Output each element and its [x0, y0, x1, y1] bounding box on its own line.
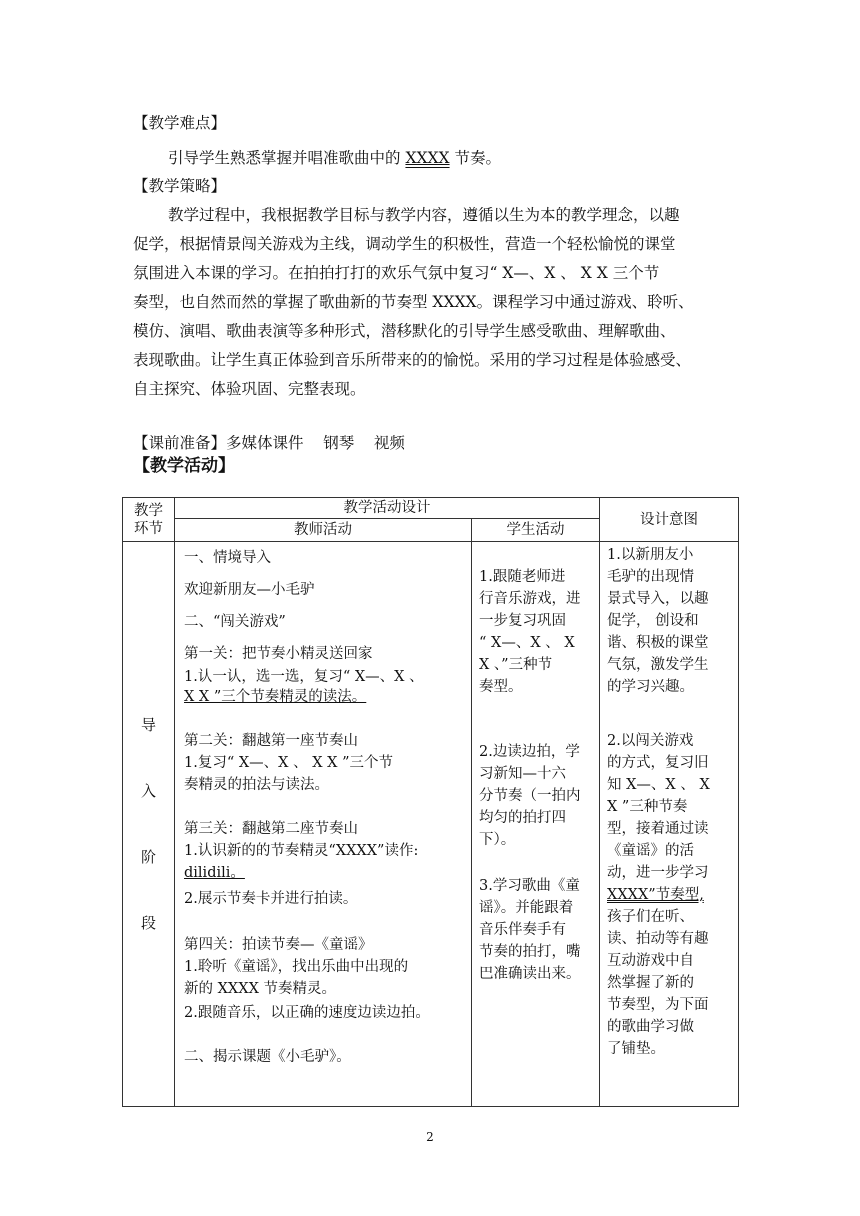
teacher-line: 2.跟随音乐，以正确的速度边读边拍。	[184, 1005, 430, 1021]
student-line: X 、”三种节	[479, 657, 553, 673]
student-line: 均匀的拍打四	[479, 810, 566, 826]
intent-line: 然掌握了新的	[607, 975, 694, 991]
student-line: 1.跟随老师进	[479, 569, 566, 585]
header-intent: 设计意图	[600, 498, 739, 542]
student-line: 谣》。并能跟着	[479, 900, 574, 916]
intent-line: XXXX”节奏型,	[607, 887, 704, 903]
intent-line: 1.以新朋友小	[607, 547, 694, 563]
strategy-line: 自主探究、体验巩固、完整表现。	[133, 380, 366, 398]
intent-line: X ”三种节奏	[607, 799, 688, 815]
stage-cell	[123, 542, 175, 1107]
stage-char: 段	[140, 914, 156, 932]
intent-line: 的学习兴趣。	[607, 679, 694, 695]
strategy-paragraph	[133, 201, 733, 404]
header-stage-line: 教学	[134, 502, 163, 519]
student-line: 3.学习歌曲《童	[479, 878, 580, 894]
intent-line: 谐、积极的课堂	[607, 635, 709, 651]
teacher-line: 第三关：翻越第二座节奏山	[184, 821, 358, 837]
header-design: 教学活动设计	[175, 498, 600, 519]
teacher-line: 2.展示节奏卡并进行拍读。	[184, 891, 358, 907]
difficulty-text-after: 节奏。	[449, 149, 502, 167]
strategy-line: 促学，根据情景闯关游戏为主线，调动学生的积极性，营造一个轻松愉悦的课堂	[133, 235, 676, 253]
intent-line: 景式导入，以趣	[607, 591, 709, 607]
teacher-line: 第一关：把节奏小精灵送回家	[184, 646, 373, 662]
teacher-line: X X ”三个节奏精灵的读法。	[184, 689, 367, 705]
header-teacher: 教师活动	[175, 519, 472, 542]
difficulty-rhythm: XXXX	[405, 149, 450, 167]
teacher-activity-cell	[175, 542, 472, 1107]
header-stage	[123, 498, 175, 542]
prep-heading: 【课前准备】	[133, 434, 227, 452]
student-line: 一步复习巩固	[479, 613, 566, 629]
teacher-line: 第四关：拍读节奏—《童谣》	[184, 937, 373, 953]
intent-line: 的方式，复习旧	[607, 755, 709, 771]
stage-char: 导	[140, 716, 156, 734]
activities-heading: 【教学活动】	[133, 456, 235, 476]
student-line: 奏型。	[479, 679, 523, 695]
intent-line: 《童谣》的活	[607, 843, 694, 859]
teacher-line: dilidili。	[184, 865, 245, 881]
intent-line: 读、拍动等有趣	[607, 931, 709, 947]
difficulty-text	[168, 148, 501, 168]
strategy-line: 教学过程中，我根据教学目标与教学内容，遵循以生为本的教学理念，以趣	[168, 206, 680, 224]
intent-line: 互动游戏中自	[607, 953, 694, 969]
prep-line	[133, 433, 405, 453]
student-activity-cell	[472, 542, 600, 1107]
header-student: 学生活动	[472, 519, 600, 542]
intent-line: 了铺垫。	[607, 1041, 665, 1057]
difficulty-text-before: 引导学生熟悉掌握并唱准歌曲中的	[168, 149, 406, 167]
teacher-line: 1.认一认，选一选，复习“ X—、X 、	[184, 669, 424, 685]
teacher-line: 一、情境导入	[184, 550, 271, 566]
intent-line: 节奏型，为下面	[607, 997, 709, 1013]
stage-char: 入	[140, 782, 156, 800]
page-number: 2	[426, 1130, 434, 1144]
student-line: 下）。	[479, 832, 516, 848]
strategy-line: 奏型，也自然而然的掌握了歌曲新的节奏型 XXXX。课程学习中通过游戏、聆听、	[133, 293, 694, 311]
student-line: 节奏的拍打，嘴	[479, 944, 581, 960]
strategy-line: 氛围进入本课的学习。在拍拍打打的欢乐气氛中复习“ X—、X 、 X X 三个节	[133, 264, 660, 282]
teacher-line: 新的 XXXX 节奏精灵。	[184, 981, 337, 997]
strategy-heading: 【教学策略】	[133, 177, 227, 195]
teacher-line: 欢迎新朋友—小毛驴	[184, 582, 315, 598]
intent-line: 气氛，激发学生	[607, 657, 709, 673]
teacher-line: 1.认识新的的节奏精灵“XXXX”读作:	[184, 843, 419, 859]
prep-items: 多媒体课件 钢琴 视频	[226, 434, 405, 452]
strategy-line: 模仿、演唱、歌曲表演等多种形式，潜移默化的引导学生感受歌曲、理解歌曲、	[133, 322, 676, 340]
student-line: 行音乐游戏，进	[479, 591, 581, 607]
intent-line: 的歌曲学习做	[607, 1019, 694, 1035]
strategy-line: 表现歌曲。让学生真正体验到音乐所带来的的愉悦。采用的学习过程是体验感受、	[133, 351, 692, 369]
student-line: 音乐伴奏手有	[479, 922, 566, 938]
teacher-line: 1.复习“ X—、X 、 X X ”三个节	[184, 755, 393, 771]
teacher-line: 奏精灵的拍法与读法。	[184, 777, 329, 793]
student-line: 巴准确读出来。	[479, 966, 581, 982]
intent-line: 动，进一步学习	[607, 865, 709, 881]
design-intent-cell	[600, 542, 739, 1107]
activities-table	[122, 497, 739, 1107]
header-stage-line: 环节	[134, 520, 163, 537]
student-line: 2.边读边拍，学	[479, 744, 580, 760]
teacher-line: 第二关：翻越第一座节奏山	[184, 733, 358, 749]
intent-line: 毛驴的出现情	[607, 569, 694, 585]
intent-line: 促学， 创设和	[607, 613, 699, 629]
teacher-line: 二、“闯关游戏”	[184, 614, 286, 630]
difficulty-heading: 【教学难点】	[133, 114, 227, 132]
teacher-line: 二、揭示课题《小毛驴》。	[184, 1049, 351, 1065]
student-line: 分节奏（一拍内	[479, 788, 581, 804]
intent-line: 型，接着通过读	[607, 821, 709, 837]
intent-line: 孩子们在听、	[607, 909, 694, 925]
student-line: “ X—、X 、 X	[479, 635, 575, 651]
teacher-line: 1.聆听《童谣》，找出乐曲中出现的	[184, 959, 409, 975]
stage-char: 阶	[140, 848, 156, 866]
intent-line: 2.以闯关游戏	[607, 733, 694, 749]
student-line: 习新知—十六	[479, 766, 566, 782]
intent-line: 知 X—、X 、 X	[607, 777, 710, 793]
